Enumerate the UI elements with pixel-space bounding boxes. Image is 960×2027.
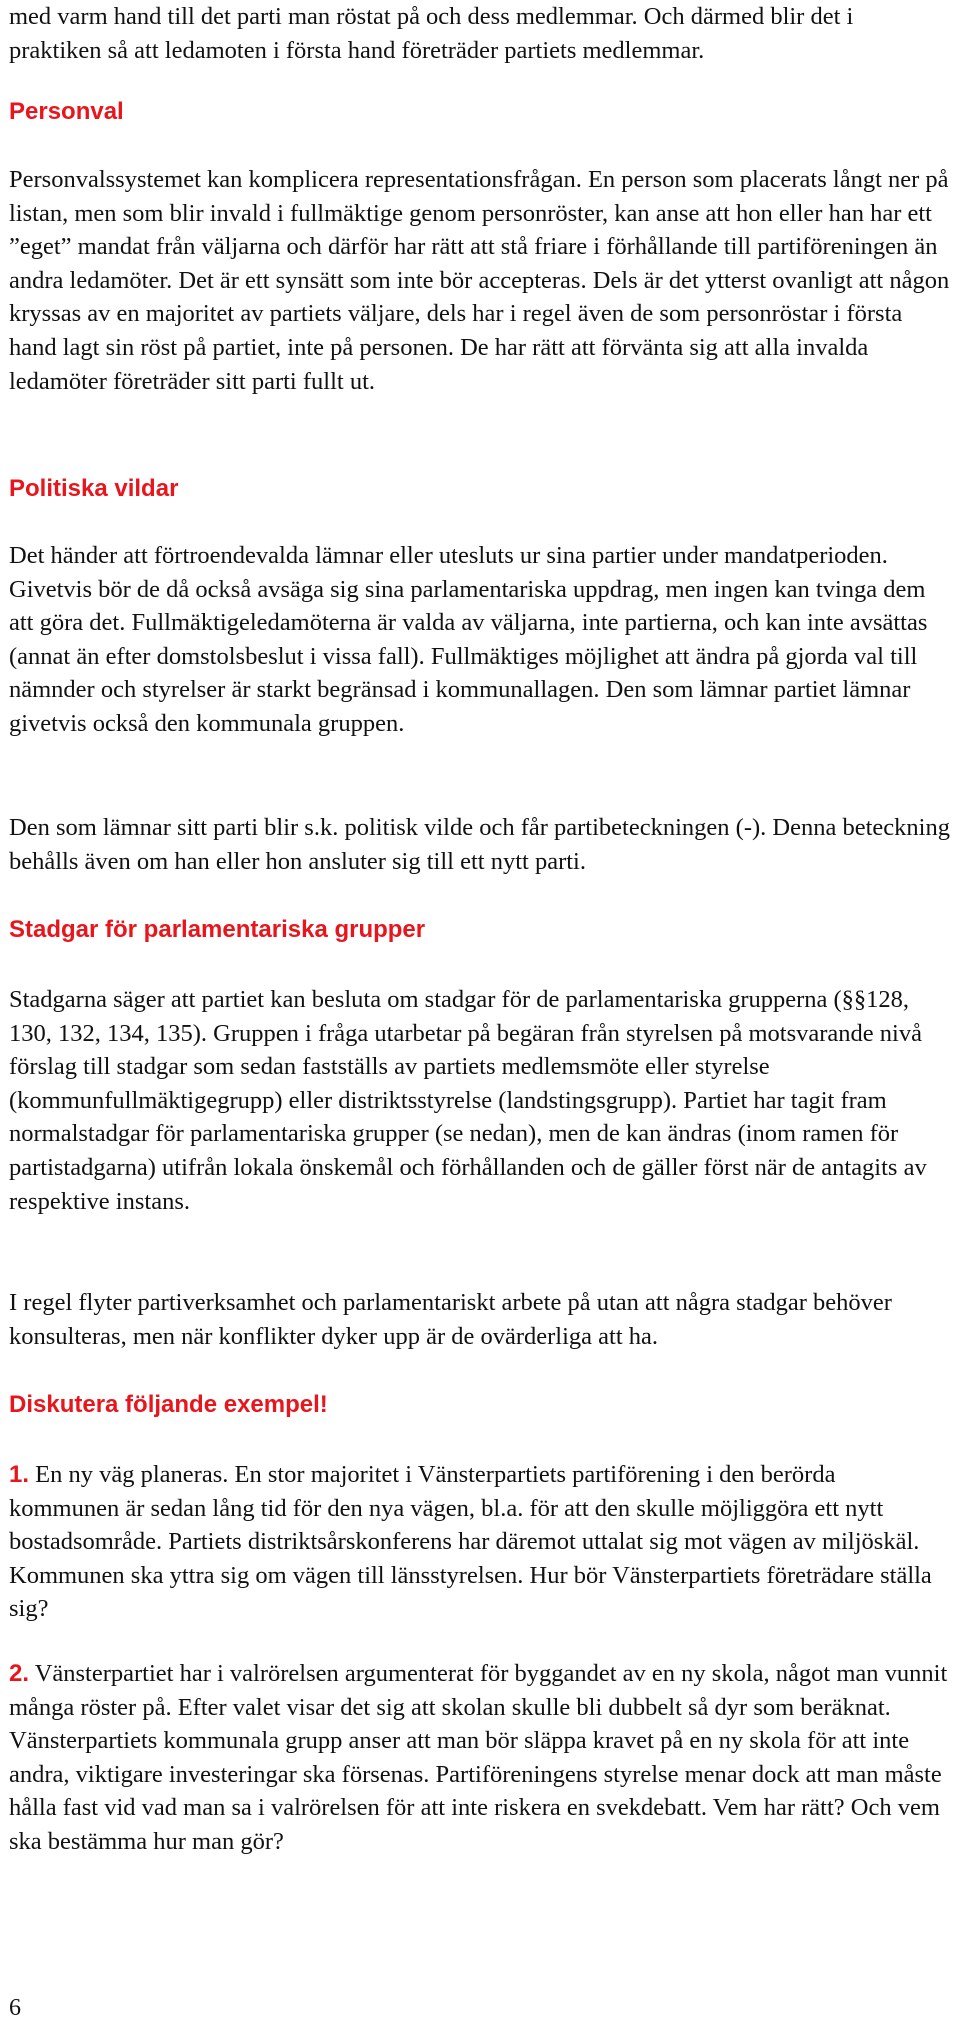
- intro-paragraph: med varm hand till det parti man röstat på och dess medlemmar. Och därmed blir det i praktiken så att ledamoten i första hand företräder partiets medlemmar.: [9, 3, 854, 64]
- example-1-text: En ny väg planeras. En stor majoritet i Vänsterpartiets partiförening i den berörda kommunen är sedan lång tid för den nya vägen, bl.a. för att den skulle möjliggöra ett nytt bostadsområde. Partiets distriktsårskonferens har däremot uttalat sig mot vägen av miljöskäl. Kommunen ska yttra sig om vägen till länsstyrelsen. Hur bör Vänsterpartiets företrädare ställa sig?: [9, 1461, 932, 1623]
- heading-diskutera: Diskutera följande exempel!: [9, 1391, 328, 1418]
- paragraph-stadgar-1: Stadgarna säger att partiet kan besluta om stadgar för de parlamentariska grupperna (§§128, 130, 132, 134, 135). Gruppen i fråga utarbetar på begäran från styrelsen på motsvarande nivå förslag till stadgar som sedan fastställs av partiets medlemsmöte eller styrelse (kommunfullmäktigegrupp) eller distriktsstyrelse (landstingsgrupp). Partiet har tagit fram normalstadgar för parlamentariska grupper (se nedan), men de kan ändras (inom ramen för partistadgarna) utifrån lokala önskemål och förhållanden och de gäller först när de antagits av respektive instans.: [9, 986, 927, 1215]
- paragraph-personval: Personvalssystemet kan komplicera representationsfrågan. En person som placerats långt ner på listan, men som blir invald i fullmäktige genom personröster, kan anse att hon eller han har ett ”eget” mandat från väljarna och därför har rätt att stå friare i förhållande till partiföreningen än andra ledamöter. Det är ett synsätt som inte bör accepteras. Dels är det ytterst ovanligt att någon kryssas av en majoritet av partiets väljare, dels har i regel även de som personröstar i första hand lagt sin röst på partiet, inte på personen. De har rätt att förvänta sig att alla invalda ledamöter företräder sitt parti fullt ut.: [9, 166, 950, 395]
- example-2: [9, 1657, 951, 1859]
- example-1-number: 1.: [9, 1461, 30, 1488]
- example-2-text: Vänsterpartiet har i valrörelsen argumenterat för byggandet av en ny skola, något man vunnit många röster på. Efter valet visar det sig att skolan skulle bli dubbelt så dyr som beräknat. Vänsterpartiets kommunala grupp anser att man bör släppa kravet på en ny skola för att inte andra, viktigare investeringar ska försenas. Partiföreningens styrelse menar dock att man måste hålla fast vid vad man sa i valrörelsen för att inte riskera en svekdebatt. Vem har rätt? Och vem ska bestämma hur man gör?: [9, 1660, 948, 1855]
- heading-stadgar: Stadgar för parlamentariska grupper: [9, 916, 426, 943]
- paragraph-stadgar-2: I regel flyter partiverksamhet och parlamentariskt arbete på utan att några stadgar behöver konsulteras, men när konflikter dyker upp är de ovärderliga att ha.: [9, 1289, 892, 1350]
- heading-personval: Personval: [9, 98, 124, 125]
- heading-politiska-vildar: Politiska vildar: [9, 475, 179, 502]
- paragraph-politiska-vildar-2: Den som lämnar sitt parti blir s.k. politisk vilde och får partibeteckningen (-). Denna beteckning behålls även om han eller hon ansluter sig till ett nytt parti.: [9, 814, 950, 875]
- example-2-number: 2.: [9, 1660, 30, 1687]
- paragraph-politiska-vildar-1: Det händer att förtroendevalda lämnar eller utesluts ur sina partier under mandatperioden. Givetvis bör de då också avsäga sig sina parlamentariska uppdrag, men ingen kan tvinga dem att göra det. Fullmäktigeledamöterna är valda av väljarna, inte partierna, och kan inte avsättas (annat än efter domstolsbeslut i vissa fall). Fullmäktiges möjlighet att ändra på gjorda val till nämnder och styrelser är starkt begränsad i kommunallagen. Den som lämnar partiet lämnar givetvis också den kommunala gruppen.: [9, 542, 928, 737]
- example-1: [9, 1458, 951, 1626]
- page-number: 6: [9, 1995, 21, 2021]
